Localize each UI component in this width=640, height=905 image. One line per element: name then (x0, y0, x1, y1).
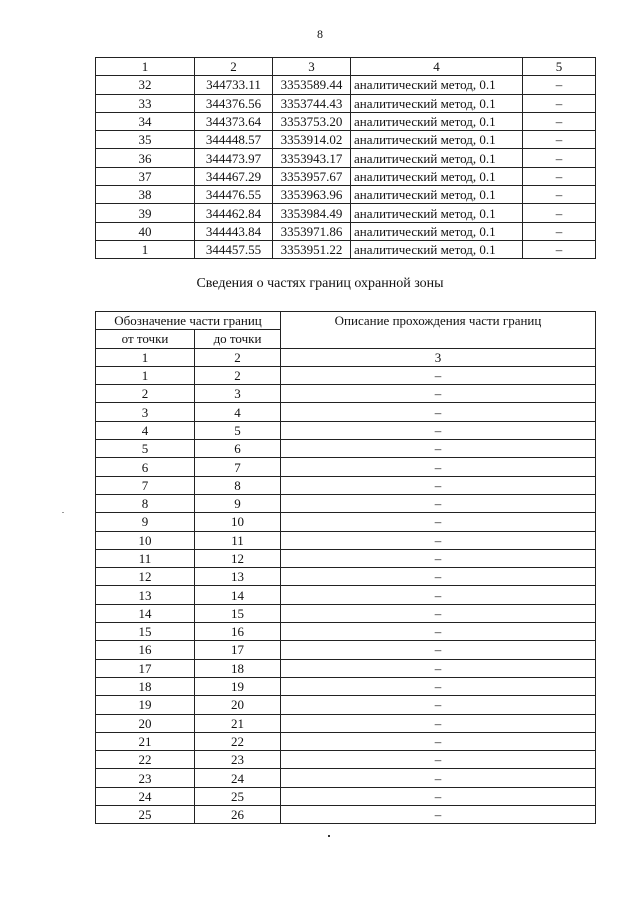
part-description: – (281, 641, 596, 659)
point-number: 38 (96, 186, 195, 204)
table-row (96, 222, 596, 240)
section-title: Сведения о частях границ охранной зоны (196, 276, 444, 291)
to-point: 8 (195, 476, 281, 494)
point-number: 39 (96, 204, 195, 222)
coordinate-y: 3353957.67 (273, 167, 351, 185)
part-description: – (281, 714, 596, 732)
part-description: – (281, 494, 596, 512)
point-description: – (523, 240, 596, 258)
scan-mark (62, 512, 64, 513)
table-row (96, 714, 596, 732)
table-row (96, 568, 596, 586)
column-number-5: 5 (523, 58, 596, 76)
point-description: – (523, 222, 596, 240)
method-accuracy: аналитический метод, 0.1 (351, 94, 523, 112)
column-number-2: 2 (195, 348, 281, 366)
to-point: 10 (195, 513, 281, 531)
coordinate-x: 344373.64 (195, 112, 273, 130)
part-description: – (281, 659, 596, 677)
table-row (96, 806, 596, 824)
table-row (96, 458, 596, 476)
part-description: – (281, 586, 596, 604)
coordinate-y: 3353753.20 (273, 112, 351, 130)
coordinate-y: 3353744.43 (273, 94, 351, 112)
from-point: 21 (96, 732, 195, 750)
from-point: 4 (96, 421, 195, 439)
table-row (96, 513, 596, 531)
from-point: 9 (96, 513, 195, 531)
to-point: 5 (195, 421, 281, 439)
column-numbers-row (96, 348, 596, 366)
coordinate-x: 344376.56 (195, 94, 273, 112)
point-description: – (523, 76, 596, 94)
from-point: 15 (96, 623, 195, 641)
to-point: 25 (195, 787, 281, 805)
table-header-row (96, 312, 596, 330)
from-point: 12 (96, 568, 195, 586)
to-point: 13 (195, 568, 281, 586)
table-row (96, 696, 596, 714)
to-point: 12 (195, 549, 281, 567)
method-accuracy: аналитический метод, 0.1 (351, 149, 523, 167)
to-point: 3 (195, 385, 281, 403)
to-point: 15 (195, 604, 281, 622)
part-description: – (281, 385, 596, 403)
table-row (96, 131, 596, 149)
from-point: 8 (96, 494, 195, 512)
table-row (96, 604, 596, 622)
table-row (96, 769, 596, 787)
table-row (96, 586, 596, 604)
coordinate-y: 3353971.86 (273, 222, 351, 240)
point-number: 37 (96, 167, 195, 185)
from-point: 18 (96, 677, 195, 695)
point-description: – (523, 204, 596, 222)
method-accuracy: аналитический метод, 0.1 (351, 76, 523, 94)
to-point: 24 (195, 769, 281, 787)
table-row (96, 385, 596, 403)
point-description: – (523, 186, 596, 204)
boundary-points-table (95, 57, 596, 259)
coordinate-y: 3353984.49 (273, 204, 351, 222)
point-number: 40 (96, 222, 195, 240)
column-number-3: 3 (281, 348, 596, 366)
column-number-3: 3 (273, 58, 351, 76)
to-point: 17 (195, 641, 281, 659)
coordinate-y: 3353963.96 (273, 186, 351, 204)
part-description: – (281, 623, 596, 641)
to-point: 21 (195, 714, 281, 732)
table-row (96, 204, 596, 222)
table-row (96, 641, 596, 659)
to-point: 11 (195, 531, 281, 549)
point-description: – (523, 149, 596, 167)
to-point: 16 (195, 623, 281, 641)
coordinate-x: 344443.84 (195, 222, 273, 240)
part-description: – (281, 458, 596, 476)
table-row (96, 751, 596, 769)
to-point: 19 (195, 677, 281, 695)
table-row (96, 623, 596, 641)
column-number-1: 1 (96, 348, 195, 366)
coordinate-y: 3353914.02 (273, 131, 351, 149)
coordinate-y: 3353943.17 (273, 149, 351, 167)
method-accuracy: аналитический метод, 0.1 (351, 186, 523, 204)
point-number: 1 (96, 240, 195, 258)
from-point: 13 (96, 586, 195, 604)
to-point: 6 (195, 440, 281, 458)
part-description: – (281, 732, 596, 750)
coordinate-y: 3353951.22 (273, 240, 351, 258)
column-number-4: 4 (351, 58, 523, 76)
table-row (96, 94, 596, 112)
table-row (96, 186, 596, 204)
table-row (96, 440, 596, 458)
from-point: 3 (96, 403, 195, 421)
part-description: – (281, 604, 596, 622)
from-point: 19 (96, 696, 195, 714)
to-point: 22 (195, 732, 281, 750)
part-description: – (281, 751, 596, 769)
column-number-2: 2 (195, 58, 273, 76)
to-point: 26 (195, 806, 281, 824)
coordinate-y: 3353589.44 (273, 76, 351, 94)
from-point: 14 (96, 604, 195, 622)
column-number-1: 1 (96, 58, 195, 76)
table-row (96, 787, 596, 805)
part-description: – (281, 549, 596, 567)
method-accuracy: аналитический метод, 0.1 (351, 222, 523, 240)
from-point: 23 (96, 769, 195, 787)
to-point: 20 (195, 696, 281, 714)
method-accuracy: аналитический метод, 0.1 (351, 167, 523, 185)
from-point: 2 (96, 385, 195, 403)
to-point: 23 (195, 751, 281, 769)
from-point: 16 (96, 641, 195, 659)
table-row (96, 76, 596, 94)
to-point: 7 (195, 458, 281, 476)
method-accuracy: аналитический метод, 0.1 (351, 131, 523, 149)
from-point: 20 (96, 714, 195, 732)
part-description: – (281, 366, 596, 384)
part-description: – (281, 787, 596, 805)
table-row (96, 421, 596, 439)
description-header: Описание прохождения части границ (281, 312, 596, 349)
page-number: 8 (317, 27, 323, 41)
table-row (96, 403, 596, 421)
from-point: 1 (96, 366, 195, 384)
group-header: Обозначение части границ (96, 312, 281, 330)
from-point: 10 (96, 531, 195, 549)
part-description: – (281, 513, 596, 531)
from-point: 5 (96, 440, 195, 458)
part-description: – (281, 806, 596, 824)
part-description: – (281, 677, 596, 695)
point-description: – (523, 167, 596, 185)
table-row (96, 112, 596, 130)
point-description: – (523, 94, 596, 112)
method-accuracy: аналитический метод, 0.1 (351, 240, 523, 258)
to-point: 18 (195, 659, 281, 677)
table-row (96, 659, 596, 677)
coordinate-x: 344733.11 (195, 76, 273, 94)
part-description: – (281, 531, 596, 549)
table-row (96, 366, 596, 384)
coordinate-x: 344462.84 (195, 204, 273, 222)
table-row (96, 167, 596, 185)
table-row (96, 549, 596, 567)
table-row (96, 476, 596, 494)
from-point: 17 (96, 659, 195, 677)
to-point: 4 (195, 403, 281, 421)
to-point-header: до точки (195, 330, 281, 348)
point-number: 36 (96, 149, 195, 167)
table-row (96, 732, 596, 750)
to-point: 2 (195, 366, 281, 384)
boundary-parts-table (95, 311, 596, 824)
coordinate-x: 344448.57 (195, 131, 273, 149)
from-point-header: от точки (96, 330, 195, 348)
part-description: – (281, 769, 596, 787)
part-description: – (281, 696, 596, 714)
from-point: 22 (96, 751, 195, 769)
point-description: – (523, 112, 596, 130)
part-description: – (281, 440, 596, 458)
method-accuracy: аналитический метод, 0.1 (351, 112, 523, 130)
part-description: – (281, 476, 596, 494)
table-row (96, 240, 596, 258)
point-number: 32 (96, 76, 195, 94)
from-point: 7 (96, 476, 195, 494)
table-row (96, 494, 596, 512)
point-number: 35 (96, 131, 195, 149)
to-point: 14 (195, 586, 281, 604)
coordinate-x: 344457.55 (195, 240, 273, 258)
scan-mark (328, 835, 330, 837)
from-point: 25 (96, 806, 195, 824)
point-description: – (523, 131, 596, 149)
from-point: 6 (96, 458, 195, 476)
coordinate-x: 344473.97 (195, 149, 273, 167)
table-row (96, 677, 596, 695)
method-accuracy: аналитический метод, 0.1 (351, 204, 523, 222)
table-header-row (96, 58, 596, 76)
part-description: – (281, 403, 596, 421)
coordinate-x: 344476.55 (195, 186, 273, 204)
table-row (96, 531, 596, 549)
to-point: 9 (195, 494, 281, 512)
point-number: 33 (96, 94, 195, 112)
part-description: – (281, 421, 596, 439)
part-description: – (281, 568, 596, 586)
point-number: 34 (96, 112, 195, 130)
table-row (96, 149, 596, 167)
from-point: 24 (96, 787, 195, 805)
from-point: 11 (96, 549, 195, 567)
coordinate-x: 344467.29 (195, 167, 273, 185)
